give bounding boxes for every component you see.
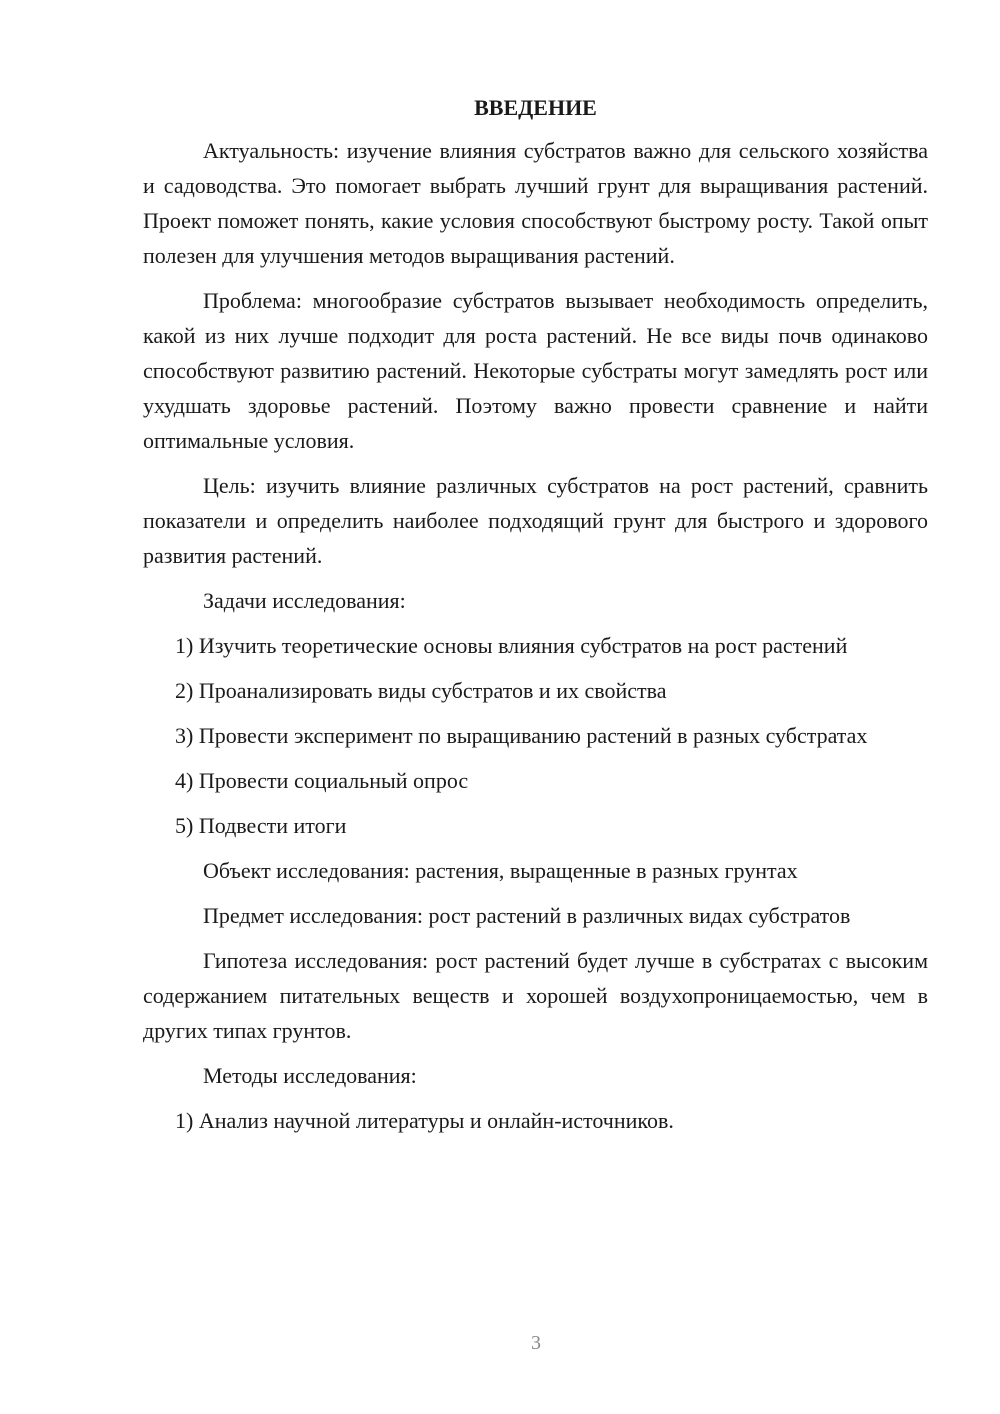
- problem-paragraph: Проблема: многообразие субстратов вызывает необходимость определить, какой из них лучше подходит для роста растений. Не все виды почв одинаково способствуют развитию растений. Некоторые субстраты могут замедлять рост или ухудшать здоровье растений. Поэтому важно провести сравнение и найти оптимальные условия.: [143, 288, 928, 453]
- methods-heading: Методы исследования:: [203, 1063, 417, 1088]
- tasks-heading: Задачи исследования:: [203, 588, 406, 613]
- list-item: 1) Анализ научной литературы и онлайн-источников.: [175, 1108, 674, 1133]
- section-title: ВВЕДЕНИЕ: [474, 95, 597, 120]
- list-item: 2) Проанализировать виды субстратов и их свойства: [175, 678, 667, 703]
- list-item: 1) Изучить теоретические основы влияния субстратов на рост растений: [175, 633, 848, 658]
- document-page: [143, 90, 928, 1148]
- page-number: 3: [531, 1332, 541, 1354]
- list-item: 4) Провести социальный опрос: [175, 768, 469, 793]
- list-item: 3) Провести эксперимент по выращиванию растений в разных субстратах: [175, 723, 868, 748]
- subject-paragraph: Предмет исследования: рост растений в различных видах субстратов: [203, 903, 851, 928]
- goal-paragraph: Цель: изучить влияние различных субстратов на рост растений, сравнить показатели и определить наиболее подходящий грунт для быстрого и здорового развития растений.: [143, 473, 928, 568]
- list-item: 5) Подвести итоги: [175, 813, 347, 838]
- tasks-list: [143, 628, 928, 843]
- relevance-paragraph: Актуальность: изучение влияния субстратов важно для сельского хозяйства и садоводства. Это помогает выбрать лучший грунт для выращивания растений. Проект поможет понять, какие условия способствуют быстрому росту. Такой опыт полезен для улучшения методов выращивания растений.: [143, 138, 928, 268]
- object-paragraph: Объект исследования: растения, выращенные в разных грунтах: [203, 858, 798, 883]
- methods-list: [143, 1103, 928, 1138]
- hypothesis-paragraph: Гипотеза исследования: рост растений будет лучше в субстратах с высоким содержанием питательных веществ и хорошей воздухопроницаемостью, чем в других типах грунтов.: [143, 948, 928, 1043]
